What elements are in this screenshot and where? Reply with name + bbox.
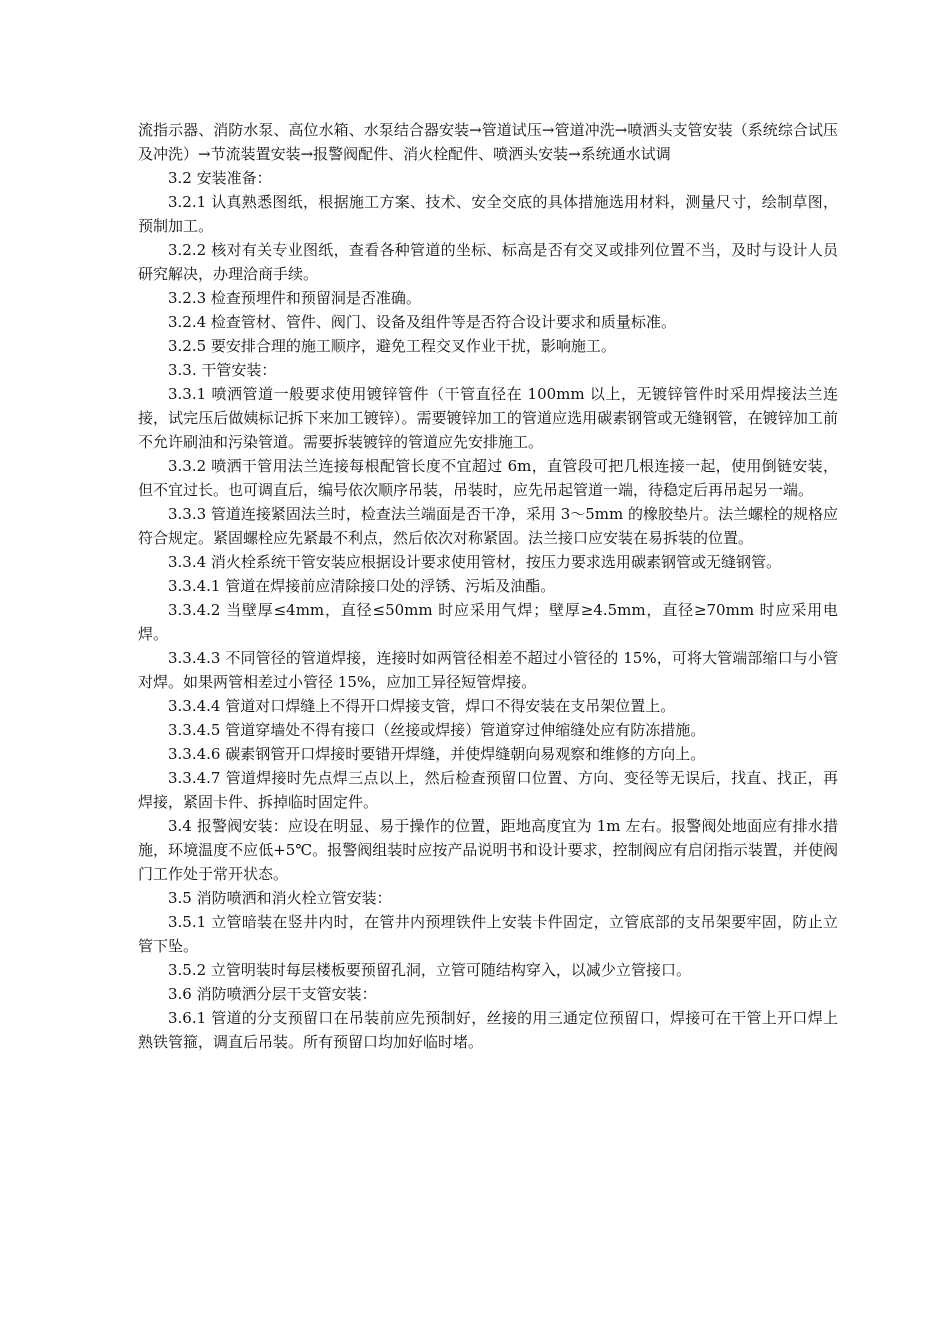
paragraph-3-2-3: 3.2.3 检查预埋件和预留洞是否准确。 <box>168 289 421 307</box>
paragraph-3-3-1: 3.3.1 喷洒管道一般要求使用镀锌管件（干管直径在 100mm 以上，无镀锌管件时采用焊接法兰连接，试完压后做姨标记拆下来加工镀锌）。需要镀锌加工的管道应选用碳素钢管或无缝钢管，在镀锌加工前不允许刷油和污染管道。需要拆装镀锌的管道应先安排施工。 <box>138 385 838 451</box>
paragraph-3-2-1: 3.2.1 认真熟悉图纸，根据施工方案、技术、安全交底的具体措施选用材料，测量尺寸，绘制草图，预制加工。 <box>138 193 838 235</box>
paragraph-3-5-2: 3.5.2 立管明装时每层楼板要预留孔洞，立管可随结构穿入，以减少立管接口。 <box>168 961 691 979</box>
paragraph-3-3-4-5: 3.3.4.5 管道穿墙处不得有接口（丝接或焊接）管道穿过伸缩缝处应有防冻措施。 <box>168 721 706 739</box>
paragraph-3-3-4: 3.3.4 消火栓系统干管安装应根据设计要求使用管材，按压力要求选用碳素钢管或无缝钢管。 <box>168 553 781 571</box>
paragraph-3-3-4-1: 3.3.4.1 管道在焊接前应清除接口处的浮锈、污垢及油酯。 <box>168 577 556 595</box>
paragraph-3-3-4-2: 3.3.4.2 当壁厚≤4mm，直径≤50mm 时应采用气焊；壁厚≥4.5mm，直径≥70mm 时应采用电焊。 <box>138 601 838 643</box>
paragraph-3-2-4: 3.2.4 检查管材、管件、阀门、设备及组件等是否符合设计要求和质量标准。 <box>168 313 676 331</box>
paragraph-3-3-2: 3.3.2 喷洒干管用法兰连接每根配管长度不宜超过 6m，直管段可把几根连接一起，使用倒链安装，但不宜过长。也可调直后，编号依次顺序吊装，吊装时，应先吊起管道一端，待稳定后再吊起另一端。 <box>138 457 838 499</box>
paragraph-3-4: 3.4 报警阀安装：应设在明显、易于操作的位置，距地高度宜为 1m 左右。报警阀处地面应有排水措施，环境温度不应低+5℃。报警阀组装时应按产品说明书和设计要求，控制阀应有启闭指示装置，并使阀门工作处于常开状态。 <box>138 817 838 883</box>
paragraph-3-6-1: 3.6.1 管道的分支预留口在吊装前应先预制好，丝接的用三通定位预留口，焊接可在干管上开口焊上熟铁管箍，调直后吊装。所有预留口均加好临时堵。 <box>138 1009 838 1051</box>
heading-3-6: 3.6 消防喷洒分层干支管安装： <box>168 985 377 1003</box>
paragraph-3-3-4-4: 3.3.4.4 管道对口焊缝上不得开口焊接支管，焊口不得安装在支吊架位置上。 <box>168 697 676 715</box>
paragraph-3-3-4-3: 3.3.4.3 不同管径的管道焊接，连接时如两管径相差不超过小管径的 15%，可将大管端部缩口与小管对焊。如果两管相差过小管径 15%，应加工异径短管焊接。 <box>138 649 838 691</box>
paragraph-3-3-4-7: 3.3.4.7 管道焊接时先点焊三点以上，然后检查预留口位置、方向、变径等无误后，找直、找正，再焊接，紧固卡件、拆掉临时固定件。 <box>138 769 838 811</box>
paragraph-3-5-1: 3.5.1 立管暗装在竖井内时，在管井内预埋铁件上安装卡件固定，立管底部的支吊架要牢固，防止立管下坠。 <box>138 913 838 955</box>
paragraph-3-2-5: 3.2.5 要安排合理的施工顺序，避免工程交叉作业干扰，影响施工。 <box>168 337 616 355</box>
heading-3-2: 3.2 安装准备： <box>168 169 272 187</box>
paragraph-flow-continuation: 流指示器、消防水泵、高位水箱、水泵结合器安装→管道试压→管道冲洗→喷洒头支管安装（系统综合试压及冲洗）→节流装置安装→报警阀配件、消火栓配件、喷洒头安装→系统通水试调 <box>138 121 838 163</box>
paragraph-3-3-3: 3.3.3 管道连接紧固法兰时，检查法兰端面是否干净，采用 3～5mm 的橡胶垫片。法兰螺栓的规格应符合规定。紧固螺栓应先紧最不利点，然后依次对称紧固。法兰接口应安装在易拆装的位置。 <box>138 505 839 547</box>
heading-3-3: 3.3. 干管安装： <box>168 361 277 379</box>
heading-3-5: 3.5 消防喷洒和消火栓立管安装： <box>168 889 392 907</box>
paragraph-3-2-2: 3.2.2 核对有关专业图纸，查看各种管道的坐标、标高是否有交叉或排列位置不当，及时与设计人员研究解决，办理洽商手续。 <box>138 241 838 283</box>
document-page <box>138 118 838 1054</box>
paragraph-3-3-4-6: 3.3.4.6 碳素钢管开口焊接时要错开焊缝，并使焊缝朝向易观察和维修的方向上。 <box>168 745 706 763</box>
